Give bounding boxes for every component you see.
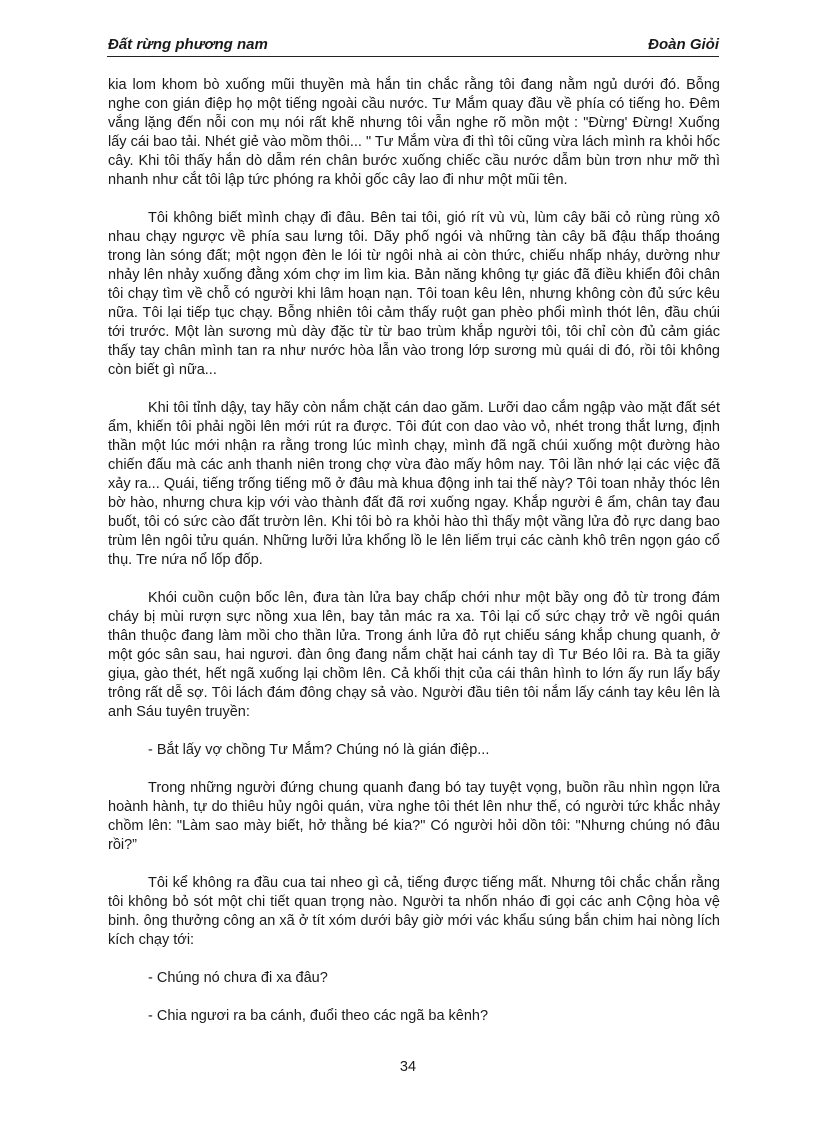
page-body	[108, 76, 720, 1045]
dialogue-line: - Bắt lấy vợ chồng Tư Mắm? Chúng nó là gián điệp...	[148, 742, 490, 758]
paragraph: kia lom khom bò xuống mũi thuyền mà hắn tin chắc rằng tôi đang nằm ngủ dưới đó. Bỗng nghe con gián điệp họ một tiếng ngoài cầu nước. Tư Mắm quay đầu về phía có tiếng ho. Đêm vắng lặng đến nỗi con mụ nói rất khẽ nhưng tôi vẫn nghe rõ mồn một : "Đừng' Đừng! Xuống lấy cái bao tải. Nhét giẻ vào mồm thôi... " Tư Mắm vừa đi thì tôi cũng vừa lách mình ra khỏi hốc cây. Khi tôi thấy hắn dò dẫm rén chân bước xuống chiếc cầu nước dẫm bùn trơn như mỡ thì nhanh như cắt tôi lập tức phóng ra khỏi gốc cây lao đi như một mũi tên.	[108, 77, 720, 188]
dialogue-line: - Chia ngươi ra ba cánh, đuổi theo các ngã ba kênh?	[148, 1008, 489, 1024]
paragraph: Trong những người đứng chung quanh đang bó tay tuyệt vọng, buồn rầu nhìn ngọn lửa hoành hành, tự do thiêu hủy ngôi quán, vừa nghe tôi thét lên như thế, có người tức khắc nhảy chồm lên: "Làm sao mày biết, hở thằng bé kia?" Có người hỏi dồn tôi: "Nhưng chúng nó đâu rồi?”	[108, 780, 720, 853]
paragraph: Khi tôi tỉnh dậy, tay hãy còn nắm chặt cán dao găm. Lưỡi dao cắm ngập vào mặt đất sét ẩm, khiến tôi phải ngồi lên mới rút ra được. Tôi đút con dao vào vỏ, nhét trong thắt lưng, định thần một lúc mới nhận ra rằng trong lúc mình chạy, mình đã ngã chúi xuống một đường hào chiến đấu mà các anh thanh niên trong chợ vừa đào mấy hôm nay. Tôi lần nhớ lại các việc đã xảy ra... Quái, tiếng trống tiếng mõ ở đâu mà khua động inh tai thế này? Tôi toan nhảy thóc lên bờ hào, nhưng chưa kịp với vào thành đất đã rơi xuống ngay. Khắp người ê ẩm, chân tay đau buốt, tôi có sức cào đất trườn lên. Khi tôi bò ra khỏi hào thì thấy một vầng lửa đỏ rực dang bao trùm lên ngôi tửu quán. Những lưỡi lửa khổng lồ le lên liếm trụi các cành khô trên ngọn gáo cổ thụ. Tre nứa nổ lốp đốp.	[108, 400, 720, 568]
book-title: Đất rừng phương nam	[108, 36, 268, 53]
paragraph: Tôi không biết mình chạy đi đâu. Bên tai tôi, gió rít vù vù, lùm cây bãi cỏ rùng rùng xô nhau chạy ngược về phía sau lưng tôi. Dãy phố ngói và những tàn cây bã đậu thấp thoáng trong làn sóng đất; một ngọn đèn le lói từ ngôi nhà ai còn thức, chiếu nhấp nháy, dường như nhảy lên nhảy xuống đằng xóm chợ im lìm kia. Bản năng không tự giác đã điều khiển đôi chân tôi chạy tìm về chỗ có người khi lâm hoạn nạn. Tôi toan kêu lên, nhưng không còn đủ sức kêu nữa. Tôi lại tiếp tục chạy. Bỗng nhiên tôi cảm thấy ruột gan phèo phổi mình thót lên, đầu chúi tới trước. Một làn sương mù dày đặc từ từ bao trùm khắp người tôi, tôi chỉ còn đủ cảm giác thấy tay chân mình tan ra như nước hòa lẫn vào trong lớp sương mù quái di đó, rồi tôi không còn biết gì nữa...	[108, 210, 720, 378]
paragraph: Tôi kể không ra đầu cua tai nheo gì cả, tiếng được tiếng mất. Nhưng tôi chắc chắn rằng tôi không bỏ sót một chi tiết quan trọng nào. Người ta nhốn nháo đi gọi các anh Cộng hòa vệ binh. ông thưởng công an xã ở tít xóm dưới bây giờ mới vác khẩu súng bắn chim hai nòng lích kích chạy tới:	[108, 875, 720, 948]
paragraph: Khói cuồn cuộn bốc lên, đưa tàn lửa bay chấp chới như một bầy ong đỏ từ trong đám cháy bị mùi rượn sực nồng xua lên, bay tản mác ra xa. Tôi lại cố sức chạy trở về ngôi quán thân thuộc đang làm mồi cho thần lửa. Trong ánh lửa đỏ rụt chiếu sáng khắp chung quanh, ở một góc sân sau, hai ngươi. đàn ông đang nắm chặt hai cánh tay dì Tư Béo lôi ra. Bà ta giãy giụa, gào thét, hết ngã xuống lại chồm lên. Cả khối thịt của cái thân hình to lớn ấy run lẩy bẩy trông rất dễ sợ. Tôi lách đám đông chạy sả vào. Người đầu tiên tôi nắm lấy cánh tay kêu lên là anh Sáu tuyên truyền:	[108, 590, 720, 720]
page-number: 34	[399, 1059, 417, 1075]
author-name: Đoàn Giỏi	[648, 36, 719, 53]
dialogue-line: - Chúng nó chưa đi xa đâu?	[148, 970, 328, 986]
page-header	[107, 36, 719, 57]
